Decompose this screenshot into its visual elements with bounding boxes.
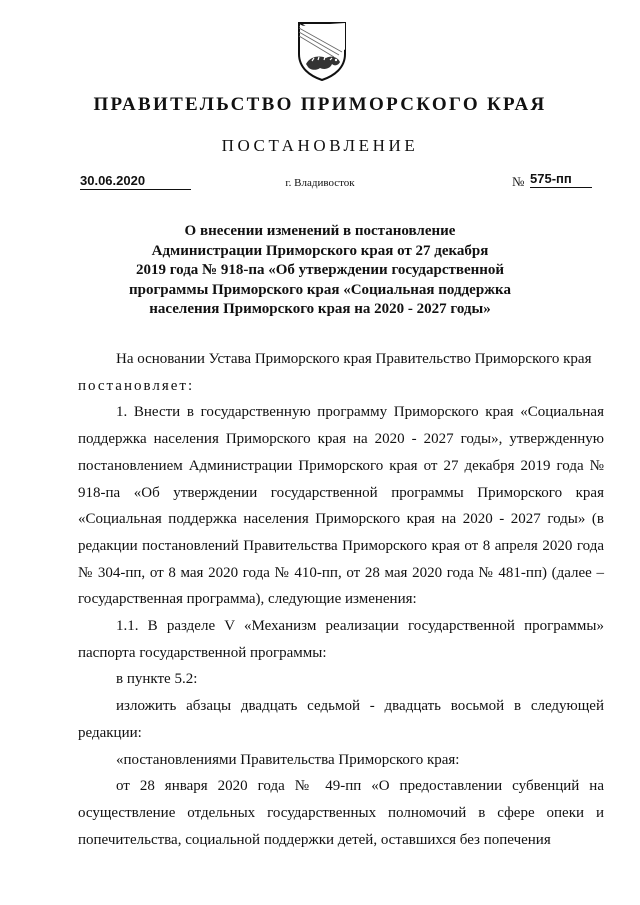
subject-line: О внесении изменений в постановление bbox=[184, 223, 456, 239]
paragraph-item-1-1: 1.1. В разделе V «Механизм реализации государственной программы» паспорта государственной программы: bbox=[78, 618, 604, 661]
number-sign: № bbox=[512, 174, 525, 189]
paragraph-instruction: изложить абзацы двадцать седьмой - двадцать восьмой в следующей редакции: bbox=[78, 698, 604, 741]
document-city: г. Владивосток bbox=[285, 177, 355, 189]
paragraph-basis: На основании Устава Приморского края Правительство Приморского края bbox=[116, 351, 592, 367]
paragraph-quote-start: «постановлениями Правительства Приморского края: bbox=[116, 751, 460, 768]
paragraph-item-1: 1. Внести в государственную программу Приморского края «Социальная поддержка населения Приморского края на 2020 - 2027 годы», утвержденную постановлением Администрации Приморского края от 27 декабря 2019 года № 918-па «Об утверждении государственной программы Приморского края «Социальная поддержка населения Приморского края на 2020 - 2027 годы» (в редакции постановлений Правительства Приморского края от 8 апреля 2020 года № 304-пп, от 8 мая 2020 года № 410-пп, от 28 мая 2020 года № 481-пп) (далее – государственная программа), следующие изменения: bbox=[78, 404, 604, 608]
document-number: 575-пп bbox=[530, 171, 592, 188]
subject-line: 2019 года № 918-па «Об утверждении государственной bbox=[135, 262, 505, 278]
paragraph-point: в пункте 5.2: bbox=[116, 671, 198, 688]
government-title: ПРАВИТЕЛЬСТВО ПРИМОРСКОГО КРАЯ bbox=[93, 94, 547, 115]
paragraph-quote-text: от 28 января 2020 года № 49-пп «О предоставлении субвенций на осуществление отдельных государственных полномочий в сфере опеки и попечительства, социальной поддержки детей, оставшихся без попечения bbox=[78, 778, 604, 848]
coat-of-arms-emblem bbox=[296, 20, 348, 82]
subject-line: программы Приморского края «Социальная поддержка bbox=[129, 281, 511, 298]
document-subject bbox=[120, 222, 520, 320]
paragraph-resolves: постановляет: bbox=[78, 377, 195, 394]
document-type: ПОСТАНОВЛЕНИЕ bbox=[221, 136, 419, 155]
subject-line: населения Приморского края на 2020 - 2027 годы» bbox=[149, 301, 491, 317]
document-date: 30.06.2020 bbox=[80, 173, 191, 190]
document-body bbox=[78, 346, 604, 853]
subject-line: Администрации Приморского края от 27 декабря bbox=[151, 242, 489, 259]
